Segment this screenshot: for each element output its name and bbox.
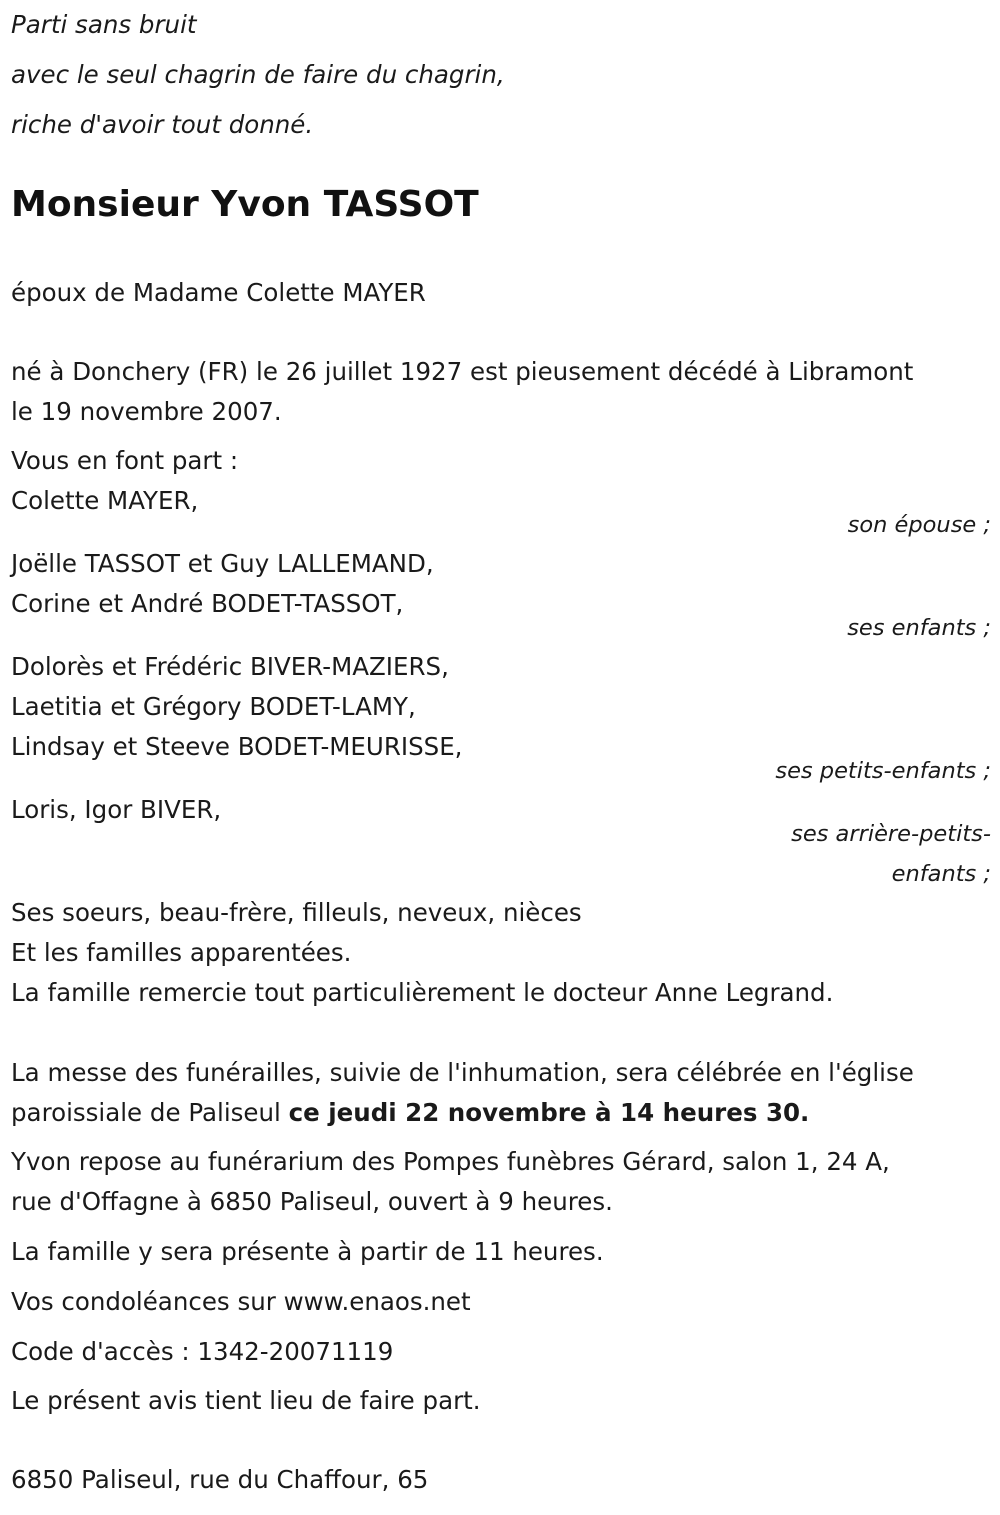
notice-line: Le présent avis tient lieu de faire part.	[11, 1386, 481, 1415]
child-name-2: Corine et André BODET-TASSOT,	[11, 589, 404, 618]
birth-death-line-2: le 19 novembre 2007.	[11, 397, 282, 426]
spouse-name: Colette MAYER,	[11, 486, 199, 515]
great-grandchildren-role-line-1: ses arrière-petits-	[791, 821, 991, 847]
children-role: ses enfants ;	[847, 615, 991, 641]
ceremony-line-2	[11, 1097, 809, 1129]
repose-line-1: Yvon repose au funérarium des Pompes funèbres Gérard, salon 1, 24 A,	[11, 1147, 890, 1176]
epigraph-line-2: avec le seul chagrin de faire du chagrin,	[11, 60, 505, 89]
grandchild-name-1: Dolorès et Frédéric BIVER-MAZIERS,	[11, 652, 449, 681]
condolences-line: Vos condoléances sur www.enaos.net	[11, 1287, 471, 1316]
ceremony-datetime: ce jeudi 22 novembre à 14 heures 30.	[288, 1098, 810, 1127]
others-line-1: Ses soeurs, beau-frère, filleuls, neveux, nièces	[11, 898, 582, 927]
others-line-3: La famille remercie tout particulièrement le docteur Anne Legrand.	[11, 978, 834, 1007]
repose-line-2: rue d'Offagne à 6850 Paliseul, ouvert à 9 heures.	[11, 1187, 613, 1216]
epigraph-line-1: Parti sans bruit	[11, 10, 197, 39]
great-grandchild-name-1: Loris, Igor BIVER,	[11, 795, 222, 824]
child-name-1: Joëlle TASSOT et Guy LALLEMAND,	[11, 549, 434, 578]
ceremony-line-1: La messe des funérailles, suivie de l'inhumation, sera célébrée en l'église	[11, 1058, 914, 1087]
epigraph-line-3: riche d'avoir tout donné.	[11, 110, 314, 139]
deceased-name: Monsieur Yvon TASSOT	[11, 184, 479, 225]
grandchild-name-3: Lindsay et Steeve BODET-MEURISSE,	[11, 732, 463, 761]
spouse-role: son épouse ;	[847, 512, 991, 538]
birth-death-line-1: né à Donchery (FR) le 26 juillet 1927 est pieusement décédé à Libramont	[11, 357, 914, 386]
announcers-intro: Vous en font part :	[11, 446, 239, 475]
ceremony-location: paroissiale de Paliseul	[11, 1098, 289, 1127]
others-line-2: Et les familles apparentées.	[11, 938, 352, 967]
access-code: Code d'accès : 1342-20071119	[11, 1337, 394, 1366]
great-grandchildren-role-line-2: enfants ;	[891, 861, 991, 887]
spouse-line: époux de Madame Colette MAYER	[11, 278, 426, 307]
address-line: 6850 Paliseul, rue du Chaffour, 65	[11, 1465, 429, 1494]
grandchild-name-2: Laetitia et Grégory BODET-LAMY,	[11, 692, 416, 721]
grandchildren-role: ses petits-enfants ;	[775, 758, 991, 784]
family-presence: La famille y sera présente à partir de 11 heures.	[11, 1237, 604, 1266]
